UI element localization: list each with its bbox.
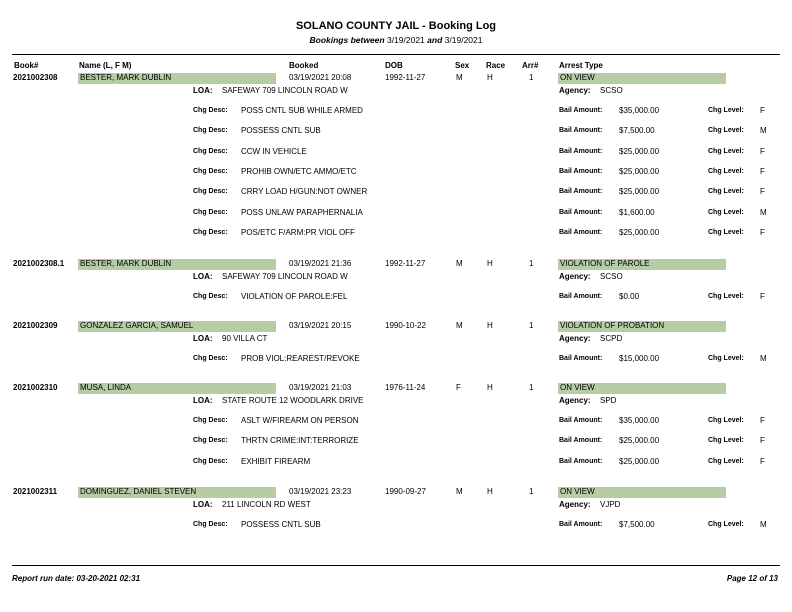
- chg-level-label: Chg Level:: [708, 107, 744, 114]
- arrest-number: 1: [529, 383, 534, 392]
- col-dob: DOB: [385, 61, 403, 70]
- book-number: 2021002311: [13, 487, 58, 496]
- race: H: [487, 73, 493, 82]
- col-arr: Arr#: [522, 61, 539, 70]
- charge-description: POSS CNTL SUB WHILE ARMED: [241, 106, 363, 115]
- bail-amount-label: Bail Amount:: [559, 188, 603, 196]
- chg-level-label: Chg Level:: [708, 417, 744, 424]
- chg-level-label: Chg Level:: [708, 188, 744, 196]
- charge-level: F: [760, 166, 765, 176]
- loa-label: LOA:: [193, 500, 213, 509]
- charge-level: F: [760, 292, 765, 301]
- bail-amount: $7,500.00: [619, 126, 655, 136]
- arrest-number: 1: [529, 259, 534, 268]
- chg-level-label: Chg Level:: [708, 208, 744, 216]
- bail-amount-label: Bail Amount:: [559, 417, 603, 424]
- chg-desc-label: Chg Desc:: [193, 147, 228, 155]
- book-number: 2021002309: [13, 321, 58, 330]
- loa-label: LOA:: [193, 396, 213, 405]
- inmate-name: BESTER, MARK DUBLIN: [80, 73, 172, 82]
- col-name: Name (L, F M): [79, 61, 132, 70]
- chg-level-label: Chg Level:: [708, 228, 744, 236]
- book-number: 2021002310: [13, 383, 58, 392]
- sex: M: [456, 321, 463, 330]
- booked-datetime: 03/19/2021 21:03: [289, 383, 352, 392]
- agency-value: SPD: [600, 396, 617, 405]
- bail-amount-label: Bail Amount:: [559, 293, 603, 300]
- report-date-range: [0, 35, 792, 45]
- chg-level-label: Chg Level:: [708, 147, 744, 155]
- end-date: 3/19/2021: [444, 35, 483, 45]
- race: H: [487, 487, 493, 496]
- header-divider: [12, 54, 780, 55]
- loa-label: LOA:: [193, 272, 213, 281]
- charge-level: M: [760, 520, 767, 529]
- sex: M: [456, 73, 463, 82]
- arrest-type: ON VIEW: [560, 73, 595, 82]
- col-sex: Sex: [455, 61, 470, 70]
- bail-amount: $25,000.00: [619, 187, 660, 197]
- bail-amount-label: Bail Amount:: [559, 147, 603, 155]
- charge-level: F: [760, 146, 765, 156]
- col-book: Book#: [14, 61, 39, 70]
- charge-description: POS/ETC F/ARM:PR VIOL OFF: [241, 227, 355, 237]
- bail-amount-label: Bail Amount:: [559, 457, 603, 465]
- bookings-between-label: Bookings between: [309, 35, 385, 45]
- bail-amount-label: Bail Amount:: [559, 228, 603, 236]
- charge-level: M: [760, 354, 767, 363]
- chg-desc-label: Chg Desc:: [193, 355, 228, 362]
- sex: M: [456, 259, 463, 268]
- chg-level-label: Chg Level:: [708, 127, 744, 135]
- bail-amount: $35,000.00: [619, 106, 660, 115]
- agency-label: Agency:: [559, 500, 591, 509]
- and-label: and: [427, 35, 443, 45]
- bail-amount-label: Bail Amount:: [559, 437, 603, 445]
- charge-level: F: [760, 456, 765, 466]
- report-run-date: Report run date: 03-20-2021 02:31: [12, 574, 141, 583]
- bail-amount: $15,000.00: [619, 354, 660, 363]
- race: H: [487, 259, 493, 268]
- arrest-type: ON VIEW: [560, 487, 595, 496]
- chg-level-label: Chg Level:: [708, 355, 744, 362]
- chg-desc-label: Chg Desc:: [193, 293, 228, 300]
- charge-level: M: [760, 126, 767, 136]
- bail-amount: $25,000.00: [619, 227, 660, 237]
- bail-amount: $25,000.00: [619, 436, 660, 446]
- bail-amount-label: Bail Amount:: [559, 107, 603, 114]
- agency-label: Agency:: [559, 272, 591, 281]
- bail-amount: $1,600.00: [619, 207, 655, 217]
- charge-description: CRRY LOAD H/GUN:NOT OWNER: [241, 187, 368, 197]
- dob: 1992-11-27: [385, 73, 426, 82]
- chg-desc-label: Chg Desc:: [193, 437, 228, 445]
- charge-description: POSSESS CNTL SUB: [241, 520, 321, 529]
- charge-description: POSSESS CNTL SUB: [241, 126, 321, 136]
- inmate-name: BESTER, MARK DUBLIN: [80, 259, 172, 268]
- chg-level-label: Chg Level:: [708, 457, 744, 465]
- loa-label: LOA:: [193, 86, 213, 95]
- dob: 1976-11-24: [385, 383, 426, 392]
- agency-value: SCSO: [600, 272, 623, 281]
- inmate-name: MUSA, LINDA: [80, 383, 132, 392]
- charge-description: THRTN CRIME:INT:TERRORIZE: [241, 436, 359, 446]
- chg-desc-label: Chg Desc:: [193, 188, 228, 196]
- arrest-type: VIOLATION OF PAROLE: [560, 259, 650, 268]
- agency-label: Agency:: [559, 396, 591, 405]
- bail-amount-label: Bail Amount:: [559, 127, 603, 135]
- loa-value: 90 VILLA CT: [222, 334, 268, 343]
- chg-desc-label: Chg Desc:: [193, 167, 228, 175]
- loa-value: STATE ROUTE 12 WOODLARK DRIVE: [222, 396, 364, 405]
- booked-datetime: 03/19/2021 23:23: [289, 487, 352, 496]
- arrest-number: 1: [529, 73, 534, 82]
- inmate-name: DOMINGUEZ, DANIEL STEVEN: [80, 487, 197, 496]
- col-race: Race: [486, 61, 506, 70]
- arrest-type: VIOLATION OF PROBATION: [560, 321, 665, 330]
- loa-label: LOA:: [193, 334, 213, 343]
- col-arrest-type: Arrest Type: [559, 61, 603, 70]
- sex: M: [456, 487, 463, 496]
- arrest-type: ON VIEW: [560, 383, 595, 392]
- chg-desc-label: Chg Desc:: [193, 127, 228, 135]
- chg-level-label: Chg Level:: [708, 167, 744, 175]
- charge-level: F: [760, 106, 765, 115]
- loa-value: 211 LINCOLN RD WEST: [222, 500, 311, 509]
- bail-amount: $35,000.00: [619, 416, 660, 425]
- agency-value: SCPD: [600, 334, 623, 343]
- charge-description: ASLT W/FIREARM ON PERSON: [241, 416, 359, 425]
- charge-level: F: [760, 436, 765, 446]
- booked-datetime: 03/19/2021 21:36: [289, 259, 352, 268]
- chg-desc-label: Chg Desc:: [193, 457, 228, 465]
- charge-description: EXHIBIT FIREARM: [241, 456, 311, 466]
- agency-label: Agency:: [559, 86, 591, 95]
- report-title: SOLANO COUNTY JAIL - Booking Log: [295, 20, 497, 32]
- charge-description: POSS UNLAW PARAPHERNALIA: [241, 207, 363, 217]
- book-number: 2021002308: [13, 73, 58, 82]
- race: H: [487, 321, 493, 330]
- bail-amount-label: Bail Amount:: [559, 355, 603, 362]
- footer-divider: [12, 565, 780, 566]
- dob: 1990-10-22: [385, 321, 426, 330]
- charge-description: PROHIB OWN/ETC AMMO/ETC: [241, 166, 357, 176]
- race: H: [487, 383, 493, 392]
- dob: 1992-11-27: [385, 259, 426, 268]
- arrest-number: 1: [529, 487, 534, 496]
- agency-value: VJPD: [600, 500, 621, 509]
- loa-value: SAFEWAY 709 LINCOLN ROAD W: [222, 86, 348, 95]
- charge-level: F: [760, 416, 765, 425]
- bail-amount-label: Bail Amount:: [559, 167, 603, 175]
- booked-datetime: 03/19/2021 20:15: [289, 321, 352, 330]
- charge-level: F: [760, 227, 765, 237]
- bail-amount: $25,000.00: [619, 166, 660, 176]
- agency-value: SCSO: [600, 86, 623, 95]
- charge-description: PROB VIOL:REAREST/REVOKE: [241, 354, 360, 363]
- dob: 1990-09-27: [385, 487, 426, 496]
- bail-amount: $7,500.00: [619, 520, 655, 529]
- chg-level-label: Chg Level:: [708, 437, 744, 445]
- booked-datetime: 03/19/2021 20:08: [289, 73, 352, 82]
- col-booked: Booked: [289, 61, 319, 70]
- charge-description: CCW IN VEHICLE: [241, 146, 307, 156]
- chg-desc-label: Chg Desc:: [193, 107, 228, 114]
- sex: F: [456, 383, 461, 392]
- bail-amount: $0.00: [619, 292, 640, 301]
- book-number: 2021002308.1: [13, 259, 65, 268]
- agency-label: Agency:: [559, 334, 591, 343]
- charge-description: VIOLATION OF PAROLE:FEL: [241, 292, 348, 301]
- inmate-name: GONZALEZ GARCIA, SAMUEL: [80, 321, 194, 330]
- chg-level-label: Chg Level:: [708, 521, 744, 528]
- bail-amount-label: Bail Amount:: [559, 208, 603, 216]
- arrest-number: 1: [529, 321, 534, 330]
- chg-desc-label: Chg Desc:: [193, 417, 228, 424]
- charge-level: M: [760, 207, 767, 217]
- charge-level: F: [760, 187, 765, 197]
- bail-amount: $25,000.00: [619, 456, 660, 466]
- page-number: Page 12 of 13: [726, 574, 778, 583]
- bail-amount-label: Bail Amount:: [559, 521, 603, 528]
- chg-desc-label: Chg Desc:: [193, 521, 228, 528]
- chg-level-label: Chg Level:: [708, 293, 744, 300]
- start-date: 3/19/2021: [386, 35, 425, 45]
- bail-amount: $25,000.00: [619, 146, 660, 156]
- chg-desc-label: Chg Desc:: [193, 208, 228, 216]
- chg-desc-label: Chg Desc:: [193, 228, 228, 236]
- loa-value: SAFEWAY 709 LINCOLN ROAD W: [222, 272, 348, 281]
